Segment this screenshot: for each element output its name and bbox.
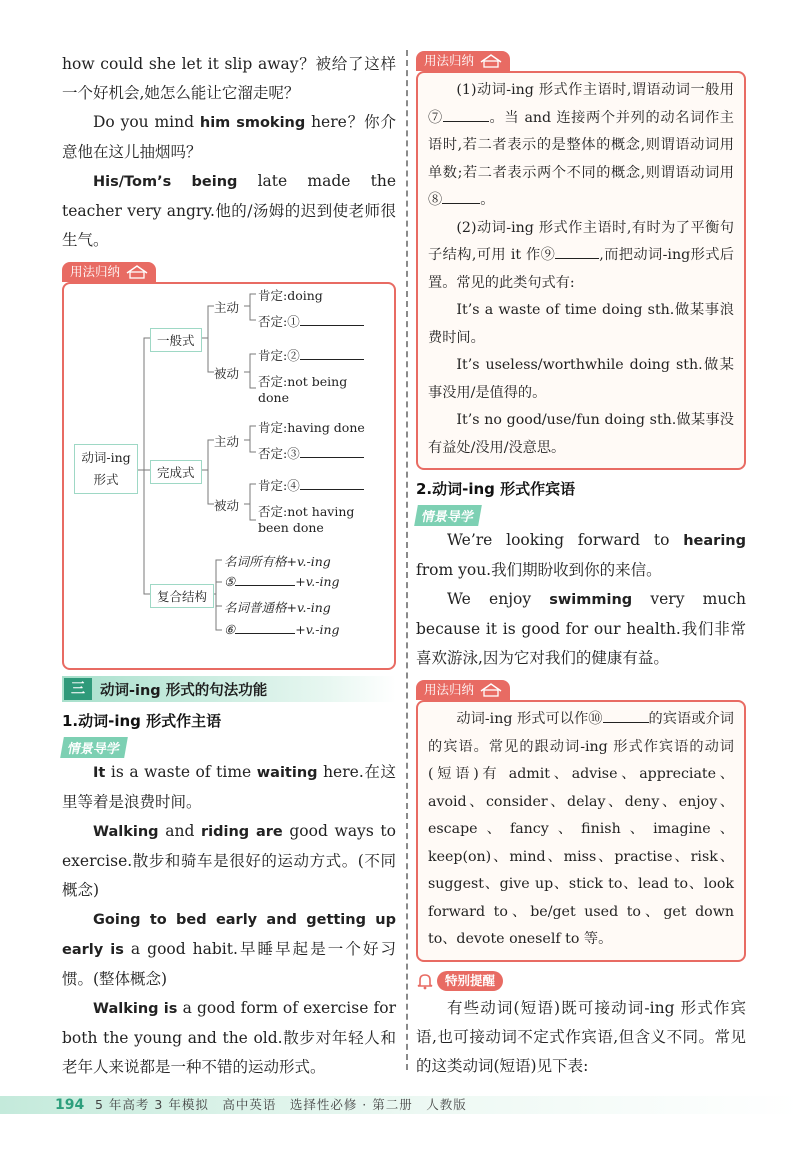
usage-tag: 用法归纳 <box>416 680 510 700</box>
tree-compound: 复合结构 <box>150 584 214 608</box>
usage-box <box>416 50 746 470</box>
usage-text: (2)动词-ing 形式作主语时,有时为了平衡句子结构,可用 it 作⑨ ,而把动词-ing形式后置。常见的此类句式有: <box>428 219 734 291</box>
tree-active: 主动 <box>214 434 240 449</box>
usage-text: 动词-ing 形式可以作⑩ 的宾语或介词的宾语。常见的跟动词-ing 形式作宾语的动词(短语)有 admit、advise、appreciate、avoid、consider、delay、deny、enjoy、escape、fancy、finish、imagine、keep(on)、mind、miss、practise、risk、suggest、give up、stick to、lead to、look forward to、be/get used to、get down to、devote oneself to 等。 <box>428 711 734 947</box>
example: We enjoy swimming very much because it is good for our health.我们非常喜欢游泳,因为它对我们的健康有益。 <box>416 590 746 667</box>
usage-tag: 用法归纳 <box>62 262 156 282</box>
paragraph: how could she let it slip away？被给了这样一个好机会,她怎么能让它溜走呢？ <box>62 55 396 102</box>
tree-leaf: 否定:not being done <box>258 374 348 405</box>
usage-box <box>416 679 746 962</box>
tree-active: 主动 <box>214 300 240 315</box>
section-header <box>62 676 396 702</box>
section-number: 三 <box>64 678 92 700</box>
tree-leaf: 肯定:having done <box>258 420 365 435</box>
usage-tag: 用法归纳 <box>416 51 510 71</box>
tree-leaf: 否定:not having been done <box>258 504 355 535</box>
usage-text: (1)动词-ing 形式作主语时,谓语动词一般用⑦ 。当 and 连接两个并列的动名词作主语时,若二者表示的是整体的概念,则谓语动词用单数;若二者表示两个不同的概念,则谓语动词用⑧ 。 <box>428 82 734 208</box>
tree-leaf: ⑥ +v.-ing <box>224 622 340 637</box>
column-divider <box>406 50 408 1070</box>
form-tree-diagram <box>64 284 394 668</box>
tree-leaf: 名词普通格+v.-ing <box>224 600 331 615</box>
usage-box <box>62 261 396 670</box>
example: Going to bed early and getting up early is a good habit.早睡早起是一个好习惯。(整体概念) <box>62 912 397 988</box>
example: It is a waste of time waiting here.在这里等着是浪费时间。 <box>62 763 396 811</box>
paragraph: Do you mind him smoking here？你介意他在这儿抽烟吗？ <box>62 113 397 161</box>
bell-icon <box>416 972 434 990</box>
tree-leaf: 肯定:② <box>258 346 364 364</box>
tree-root: 动词-ing形式 <box>74 444 138 494</box>
usage-text: It’s a waste of time doing sth.做某事浪费时间。 <box>428 302 734 346</box>
usage-text: It’s no good/use/fun doing sth.做某事没有益处/没用/没意思。 <box>428 412 734 456</box>
example: We’re looking forward to hearing from you.我们期盼收到你的来信。 <box>416 531 746 579</box>
section-title: 动词-ing 形式的句法功能 <box>100 682 268 699</box>
subheading: 2.动词-ing 形式作宾语 <box>416 480 576 498</box>
tree-passive: 被动 <box>214 366 240 381</box>
usage-text: It’s useless/worthwhile doing sth.做某事没用/是值得的。 <box>428 357 734 401</box>
scene-tag: 情景导学 <box>414 505 482 526</box>
tree-perfect: 完成式 <box>150 460 202 484</box>
tree-leaf: ⑤ +v.-ing <box>224 574 340 589</box>
special-note-tag <box>416 970 503 992</box>
page-number: 194 <box>55 1097 85 1113</box>
book-icon <box>480 681 502 697</box>
example: Walking and riding are good ways to exercise.散步和骑车是很好的运动方式。(不同概念) <box>62 822 396 899</box>
subheading: 1.动词-ing 形式作主语 <box>62 712 222 730</box>
tree-leaf: 肯定:doing <box>258 288 323 303</box>
book-icon <box>126 263 148 279</box>
tree-leaf: 否定:① <box>258 312 364 330</box>
paragraph: His/Tom’s being late made the teacher very angry.他的/汤姆的迟到使老师很生气。 <box>62 172 396 249</box>
scene-tag: 情景导学 <box>60 737 128 758</box>
tree-general: 一般式 <box>150 328 202 352</box>
footer-text: 5 年高考 3 年模拟 高中英语 选择性必修 · 第二册 人教版 <box>95 1097 467 1112</box>
tree-leaf: 名词所有格+v.-ing <box>224 554 331 569</box>
book-icon <box>480 52 502 68</box>
tree-leaf: 否定:③ <box>258 444 364 462</box>
note-text: 有些动词(短语)既可接动词-ing 形式作宾语,也可接动词不定式作宾语,但含义不同。常见的这类动词(短语)见下表: <box>416 998 746 1075</box>
tree-leaf: 肯定:④ <box>258 476 364 494</box>
page-footer <box>0 1094 800 1116</box>
special-note-label: 特别提醒 <box>437 971 503 991</box>
right-column <box>416 50 746 1081</box>
example: Walking is a good form of exercise for both the young and the old.散步对年轻人和老年人来说都是一种不错的运动形式。 <box>62 999 397 1076</box>
tree-passive: 被动 <box>214 498 240 513</box>
left-column <box>62 50 396 1082</box>
